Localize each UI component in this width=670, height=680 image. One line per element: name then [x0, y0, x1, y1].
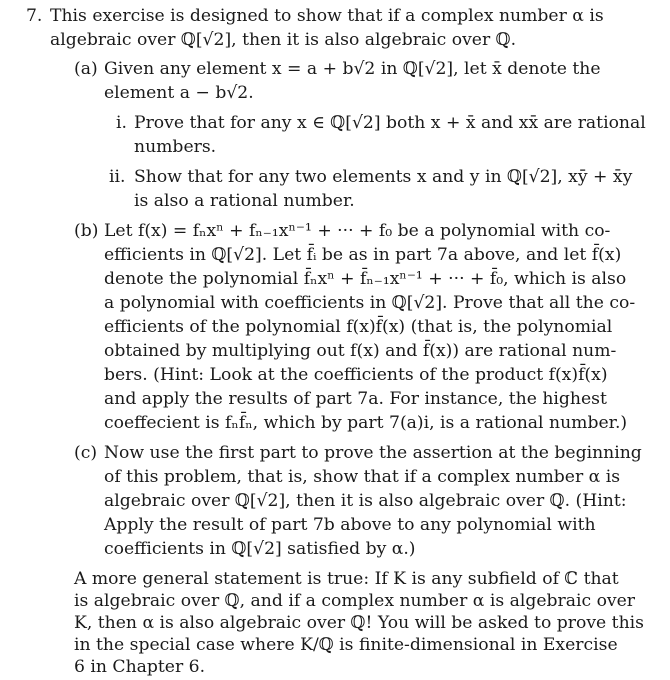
part-b-line-3: denote the polynomial f̄ₙxⁿ + f̄ₙ₋₁xⁿ⁻¹ + ··· + f̄₀, which is also [104, 269, 627, 289]
part-c-line-5: coefficients in ℚ[√2] satisfied by α.) [104, 539, 416, 559]
closing-line-2: is algebraic over ℚ, and if a complex number α is algebraic over [74, 591, 636, 611]
subpart-i-label: i. [116, 113, 127, 133]
part-b-label: (b) [74, 221, 99, 241]
part-b-line-2: efficients in ℚ[√2]. Let f̄ᵢ be as in part 7a above, and let f̄(x) [104, 245, 622, 265]
part-b-line-5: efficients of the polynomial f(x)f̄(x) (that is, the polynomial [104, 317, 613, 337]
part-b-line-4: a polynomial with coefficients in ℚ[√2]. Prove that all the co- [104, 293, 636, 313]
subpart-i-line-2: numbers. [134, 137, 217, 157]
part-b-line-8: and apply the results of part 7a. For instance, the highest [104, 389, 607, 409]
subpart-ii-line-1: Show that for any two elements x and y in ℚ[√2], xȳ + x̄y [134, 167, 633, 187]
part-a-line-1: Given any element x = a + b√2 in ℚ[√2], let x̄ denote the [104, 59, 601, 79]
part-c-label: (c) [74, 443, 98, 463]
part-c-line-4: Apply the result of part 7b above to any polynomial with [104, 515, 596, 535]
part-b-line-1: Let f(x) = fₙxⁿ + fₙ₋₁xⁿ⁻¹ + ··· + f₀ be a polynomial with co- [104, 221, 611, 241]
part-a-line-2: element a − b√2. [104, 83, 254, 103]
subpart-ii-line-2: is also a rational number. [134, 191, 355, 211]
part-b-line-6: obtained by multiplying out f(x) and f̄(x)) are rational num- [104, 341, 617, 361]
subpart-ii-label: ii. [109, 167, 126, 187]
exercise-number: 7. [26, 6, 43, 26]
part-b-line-7: bers. (Hint: Look at the coefficients of the product f(x)f̄(x) [104, 365, 608, 385]
closing-line-5: 6 in Chapter 6. [74, 657, 206, 677]
closing-line-3: K, then α is also algebraic over ℚ! You will be asked to prove this [74, 613, 644, 633]
part-c-line-3: algebraic over ℚ[√2], then it is also algebraic over ℚ. (Hint: [104, 491, 627, 511]
closing-line-1: A more general statement is true: If K is any subfield of ℂ that [74, 569, 619, 589]
part-c-line-2: of this problem, that is, show that if a complex number α is [104, 467, 621, 487]
part-a-label: (a) [74, 59, 98, 79]
part-b-line-9: coeffecient is fₙf̄ₙ, which by part 7(a)i, is a rational number.) [104, 413, 628, 433]
intro-line-1: This exercise is designed to show that if a complex number α is [50, 6, 604, 26]
closing-line-4: in the special case where K/ℚ is finite-dimensional in Exercise [74, 635, 618, 655]
part-c-line-1: Now use the first part to prove the assertion at the beginning [104, 443, 642, 463]
subpart-i-line-1: Prove that for any x ∈ ℚ[√2] both x + x̄ and xx̄ are rational [134, 113, 646, 133]
intro-line-2: algebraic over ℚ[√2], then it is also algebraic over ℚ. [50, 30, 517, 50]
